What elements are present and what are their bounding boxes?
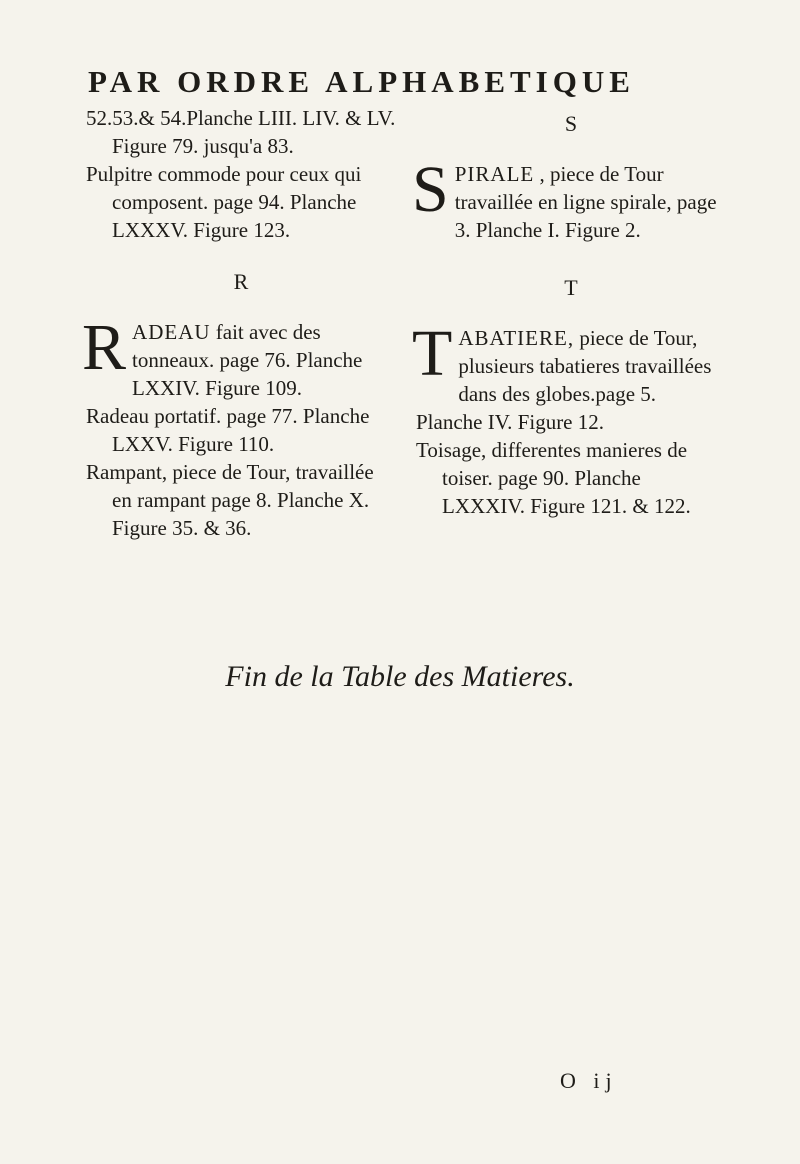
section-letter-s: S (564, 111, 578, 136)
entry-spirale-text: , piece de Tour travaillée en ligne spirale, page 3. Planche I. Figure 2. (454, 162, 717, 242)
headword-spirale: PIRALE (454, 162, 535, 186)
entry-tabatiere (412, 317, 726, 436)
entry-radeau-portatif: Radeau portatif. page 77. Planche LXXV. Figure 110. (86, 404, 370, 456)
signature-mark: O ij (560, 1068, 618, 1093)
entry-continuation: 52.53.& 54.Planche LIII. LIV. & LV. Figure 79. jusqu'a 83. (86, 106, 396, 158)
entry-spirale (412, 153, 726, 244)
drop-cap-s: S (412, 153, 449, 226)
entry-toisage: Toisage, differentes manieres de toiser. page 90. Planche LXXXIV. Figure 121. & 122. (416, 438, 691, 518)
entry-radeau-text: fait avec des tonneaux. page 76. Planche LXXIV. Figure 109. (132, 320, 363, 400)
right-column (412, 104, 726, 520)
headword-tabatiere: ABATIERE, (458, 326, 575, 350)
left-column (82, 104, 396, 542)
headword-radeau: ADEAU (132, 320, 211, 344)
entry-radeau (82, 311, 396, 402)
entry-pulpitre: Pulpitre commode pour ceux qui composent. page 94. Planche LXXXV. Figure 123. (86, 162, 362, 242)
section-letter-t: T (564, 275, 578, 300)
section-letter-r: R (233, 269, 249, 294)
drop-cap-r: R (82, 311, 127, 384)
running-head: PAR ORDRE ALPHABETIQUE (88, 64, 635, 99)
entry-rampant: Rampant, piece de Tour, travaillée en rampant page 8. Planche X. Figure 35. & 36. (86, 460, 374, 540)
entry-tabatiere-text: piece de Tour, plusieurs tabatieres travaillées dans des globes.page 5. Planche IV. Figure 12. (416, 326, 712, 434)
drop-cap-t: T (412, 317, 453, 390)
end-of-table-note: Fin de la Table des Matieres. (225, 660, 575, 693)
